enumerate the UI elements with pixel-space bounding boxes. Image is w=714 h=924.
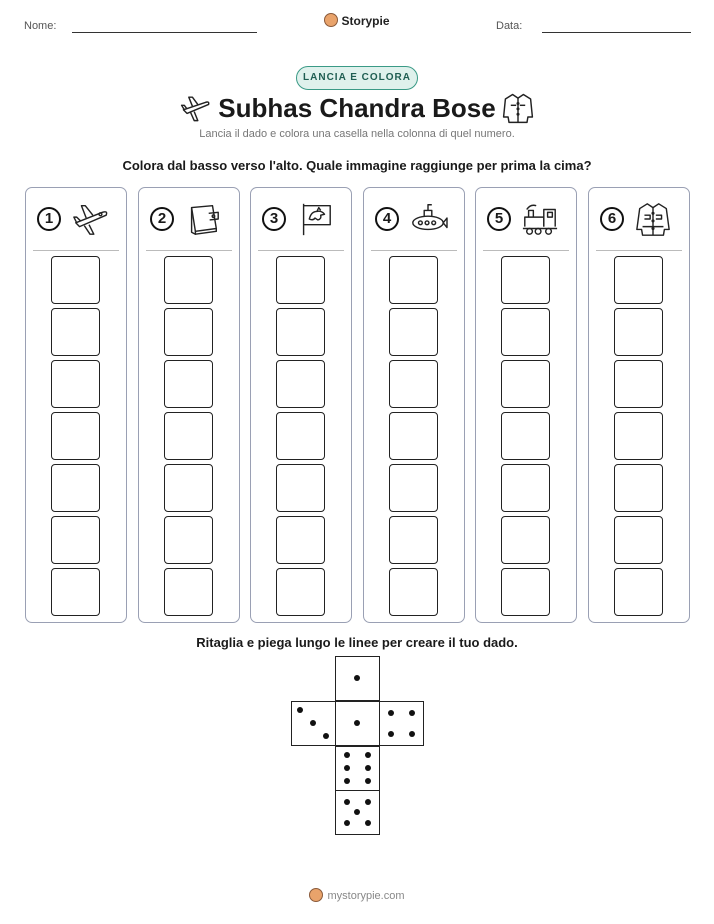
date-line[interactable] [542,32,691,33]
color-box[interactable] [51,464,100,512]
color-box[interactable] [51,360,100,408]
dice-column-2 [138,187,240,623]
die-face-3 [291,701,336,746]
column-number: 1 [37,207,61,231]
die-pip [388,710,394,716]
color-box[interactable] [501,516,550,564]
train-icon [518,200,562,238]
die-pip [344,820,350,826]
color-box[interactable] [501,360,550,408]
color-box[interactable] [501,256,550,304]
color-box[interactable] [614,256,663,304]
color-box[interactable] [614,464,663,512]
color-box[interactable] [389,568,438,616]
die-pip [365,778,371,784]
color-box[interactable] [164,568,213,616]
die-pip [409,731,415,737]
storypie-logo-icon [324,13,338,27]
column-number: 2 [150,207,174,231]
color-box[interactable] [614,360,663,408]
color-box[interactable] [51,256,100,304]
die-pip [354,720,360,726]
color-box[interactable] [51,412,100,460]
die-pip [354,809,360,815]
dice-column-6 [588,187,690,623]
color-box[interactable] [164,360,213,408]
column-divider [258,250,344,251]
dice-column-1 [25,187,127,623]
submarine-icon [406,200,450,238]
color-box[interactable] [389,360,438,408]
dice-column-5 [475,187,577,623]
die-pip [388,731,394,737]
die-pip [365,799,371,805]
die-pip [323,733,329,739]
color-box[interactable] [501,412,550,460]
color-box[interactable] [164,412,213,460]
color-box[interactable] [51,308,100,356]
color-box[interactable] [276,464,325,512]
color-box[interactable] [276,516,325,564]
name-label: Nome: [24,20,57,32]
die-pip [344,778,350,784]
color-box[interactable] [614,516,663,564]
color-box[interactable] [614,308,663,356]
die-pip [344,752,350,758]
die-pip [310,720,316,726]
footer: mystorypie.com [0,888,714,902]
cut-instruction: Ritaglia e piega lungo le linee per creare il tuo dado. [196,635,518,650]
die-pip [297,707,303,713]
color-box[interactable] [164,516,213,564]
color-box[interactable] [276,256,325,304]
die-pip [365,752,371,758]
dice-column-3 [250,187,352,623]
color-box[interactable] [614,568,663,616]
die-pip [344,765,350,771]
color-box[interactable] [276,360,325,408]
die-pip [409,710,415,716]
color-box[interactable] [501,308,550,356]
color-box[interactable] [389,516,438,564]
color-box[interactable] [501,568,550,616]
color-box[interactable] [276,568,325,616]
color-box[interactable] [164,256,213,304]
column-number: 6 [600,207,624,231]
name-line[interactable] [72,32,257,33]
dice-column-4 [363,187,465,623]
storypie-logo-icon [309,888,323,902]
die-pip [354,675,360,681]
color-box[interactable] [501,464,550,512]
brand-logo: Storypie [0,13,714,28]
color-box[interactable] [51,516,100,564]
date-label: Data: [496,20,523,32]
color-box[interactable] [389,412,438,460]
instruction-text: Colora dal basso verso l'alto. Quale immagine raggiunge per prima la cima? [122,158,592,173]
color-box[interactable] [614,412,663,460]
column-divider [146,250,232,251]
activity-badge: LANCIA E COLORA [296,66,418,90]
die-face-1 [335,701,380,746]
military-jacket-icon [500,90,536,126]
color-box[interactable] [276,308,325,356]
die-face-1 [335,656,380,701]
color-box[interactable] [389,464,438,512]
page-title: Subhas Chandra Bose [218,93,496,123]
column-divider [483,250,569,251]
color-box[interactable] [164,464,213,512]
die-face-6 [335,746,380,791]
column-divider [33,250,119,251]
color-box[interactable] [389,256,438,304]
column-number: 3 [262,207,286,231]
die-face-4 [379,701,424,746]
flag-icon [293,200,337,238]
color-box[interactable] [164,308,213,356]
subtitle: Lancia il dado e colora una casella nella colonna di quel numero. [199,128,515,140]
die-pip [365,765,371,771]
column-divider [371,250,457,251]
color-box[interactable] [389,308,438,356]
column-divider [596,250,682,251]
die-pip [365,820,371,826]
military-jacket-icon [631,200,675,238]
die-face-5 [335,790,380,835]
color-box[interactable] [51,568,100,616]
airplane-icon [68,200,112,238]
book-icon [181,200,225,238]
column-number: 5 [487,207,511,231]
color-box[interactable] [276,412,325,460]
die-pip [344,799,350,805]
column-number: 4 [375,207,399,231]
